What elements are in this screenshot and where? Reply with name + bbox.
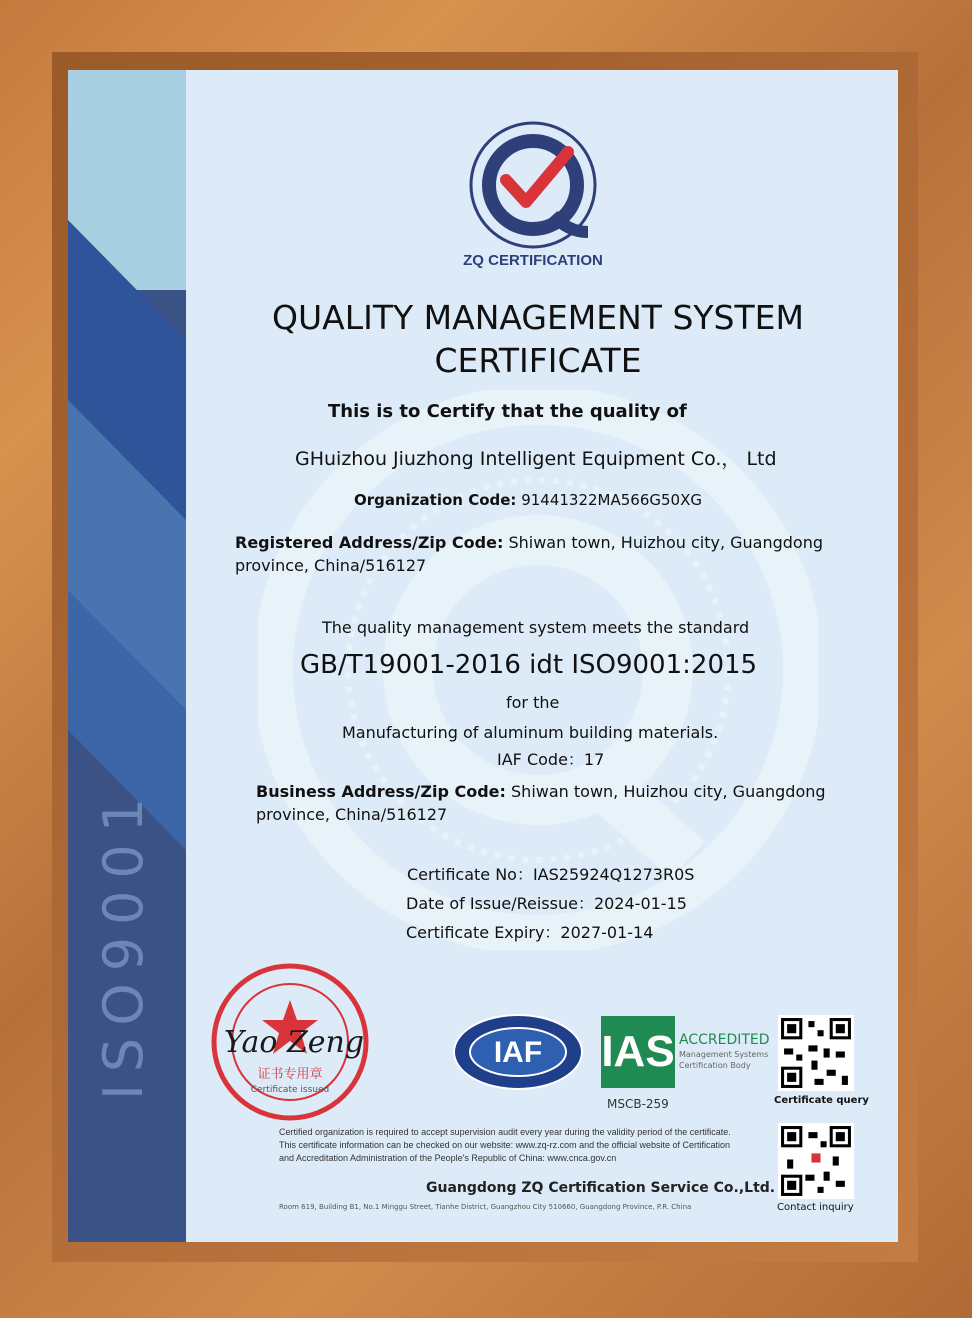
zq-logo-emblem bbox=[468, 120, 598, 250]
certificate-number: Certificate No：IAS25924Q1273R0S bbox=[407, 865, 695, 884]
standard-name: GB/T19001-2016 idt ISO9001:2015 bbox=[300, 650, 758, 680]
check-mark-icon bbox=[506, 152, 568, 202]
ias-sub2: Certification Body bbox=[679, 1061, 751, 1070]
ias-code: MSCB-259 bbox=[607, 1097, 669, 1111]
side-iso-text: ISO9001 bbox=[92, 785, 155, 1100]
iaf-code: IAF Code：17 bbox=[497, 750, 605, 769]
issue-date: Date of Issue/Reissue：2024-01-15 bbox=[406, 894, 687, 913]
qr-bottom-label: Contact inquiry bbox=[777, 1202, 854, 1213]
certificate-title bbox=[208, 296, 868, 382]
expiry-date: Certificate Expiry：2027-01-14 bbox=[406, 923, 654, 942]
org-code-label: Organization Code: bbox=[354, 491, 517, 509]
fine-print-line: Certified organization is required to accept supervision audit every year during the validity period of the certificate. bbox=[279, 1127, 731, 1137]
fine-print-line: and Accreditation Administration of the People's Republic of China: www.cnca.gov.cn bbox=[279, 1153, 617, 1163]
seal-sub-text: Certificate issued bbox=[250, 1085, 330, 1095]
issuer-name: Guangdong ZQ Certification Service Co.,Ltd. bbox=[426, 1180, 776, 1196]
biz-address-line1: Shiwan town, Huizhou city, Guangdong bbox=[511, 782, 826, 801]
registered-address bbox=[235, 531, 823, 577]
seal-cn-text: 证书专用章 bbox=[257, 1067, 323, 1082]
certificate-query-qr-icon[interactable] bbox=[778, 1015, 854, 1091]
ias-accredited: ACCREDITED bbox=[679, 1032, 770, 1048]
company-name: GHuizhou Jiuzhong Intelligent Equipment Co.， Ltd bbox=[295, 448, 777, 470]
title-line-2: CERTIFICATE bbox=[434, 341, 642, 380]
biz-address-label: Business Address/Zip Code: bbox=[256, 782, 506, 801]
iaf-logo bbox=[452, 1013, 584, 1091]
reg-address-line1: Shiwan town, Huizhou city, Guangdong bbox=[508, 533, 823, 552]
for-the-text: for the bbox=[506, 693, 560, 712]
ias-sub1: Management Systems bbox=[679, 1050, 769, 1059]
contact-inquiry-qr-icon[interactable] bbox=[778, 1123, 854, 1199]
org-code-value: 91441322MA566G50XG bbox=[521, 491, 702, 509]
fine-print bbox=[279, 1126, 731, 1165]
logo-label: ZQ CERTIFICATION bbox=[463, 252, 603, 269]
left-decorative-band bbox=[68, 70, 186, 1242]
fine-print-line: This certificate information can be checked on our website: www.zq-rz.com and the official website of Certification bbox=[279, 1140, 731, 1150]
certify-intro: This is to Certify that the quality of bbox=[328, 401, 687, 422]
certificate-paper bbox=[68, 70, 898, 1242]
reg-address-line2: province, China/516127 bbox=[235, 556, 427, 575]
reg-address-label: Registered Address/Zip Code: bbox=[235, 533, 504, 552]
title-line-1: QUALITY MANAGEMENT SYSTEM bbox=[272, 298, 804, 337]
business-address bbox=[256, 780, 826, 826]
ias-logo: IAS bbox=[601, 1016, 675, 1088]
biz-address-line2: province, China/516127 bbox=[256, 805, 448, 824]
issuer-address: Room 619, Building B1, No.1 Minggu Street, Tianhe District, Guangzhou City 510660, Guangdong Province, P.R. China bbox=[279, 1203, 692, 1211]
meets-text: The quality management system meets the standard bbox=[322, 618, 750, 637]
signature: Yao Zeng bbox=[224, 1025, 365, 1060]
qr-top-label: Certificate query bbox=[774, 1095, 869, 1106]
scope-text: Manufacturing of aluminum building materials. bbox=[342, 723, 719, 742]
org-code-row bbox=[354, 491, 702, 509]
iaf-text: IAF bbox=[493, 1036, 543, 1069]
